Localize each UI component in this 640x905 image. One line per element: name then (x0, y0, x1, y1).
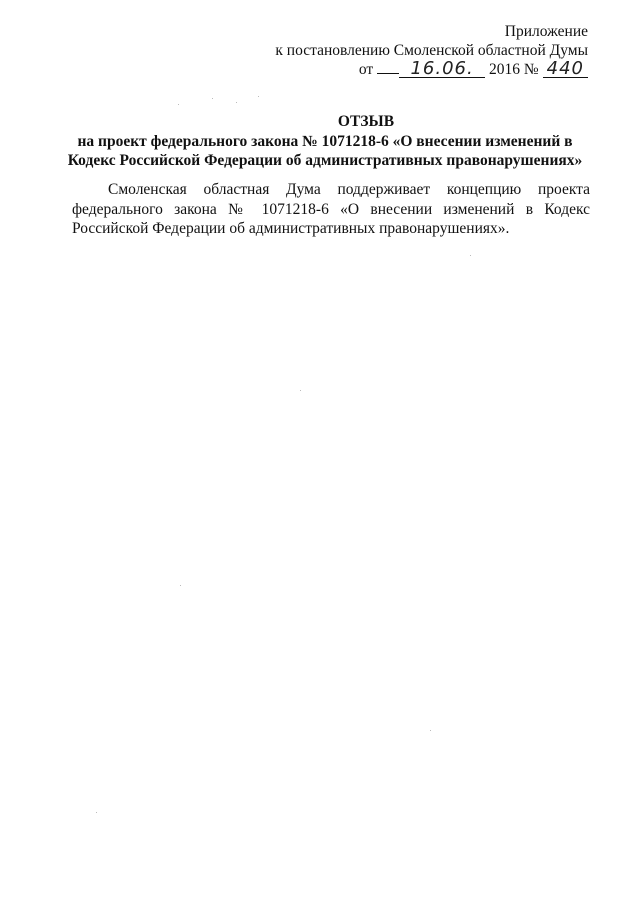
year-and-number-sign: 2016 № (488, 61, 539, 78)
title-heading: ОТЗЫВ (337, 113, 395, 130)
document-title (60, 112, 590, 171)
body-paragraph: Смоленская областная Дума поддерживает концепцию проекта федерального закона № 1071218-6 «О внесении изменений в Кодекс Российской Федерации об административных правонарушениях». (72, 181, 590, 237)
appendix-resolution-ref: к постановлению Смоленской областной Думы (275, 42, 588, 59)
underline-gap (377, 72, 399, 74)
handwritten-number: 440 (543, 60, 588, 78)
scan-speck (470, 255, 471, 256)
scan-speck (258, 96, 259, 97)
scan-speck (212, 98, 213, 99)
appendix-date-line (275, 60, 588, 79)
scan-speck (180, 585, 181, 586)
scan-speck (236, 102, 237, 103)
appendix-block (275, 22, 588, 79)
scan-speck (178, 104, 179, 105)
title-subtitle-line2: Кодекс Российской Федерации об административных правонарушениях» (67, 152, 583, 169)
handwritten-date: 16.06. (399, 60, 485, 78)
title-subtitle-line1: на проект федерального закона № 1071218-6 «О внесении изменений в (77, 132, 573, 150)
appendix-label: Приложение (504, 23, 588, 40)
scan-speck (96, 812, 97, 813)
scan-speck (430, 730, 431, 731)
date-prefix: от (358, 61, 374, 78)
scan-speck (300, 390, 301, 391)
